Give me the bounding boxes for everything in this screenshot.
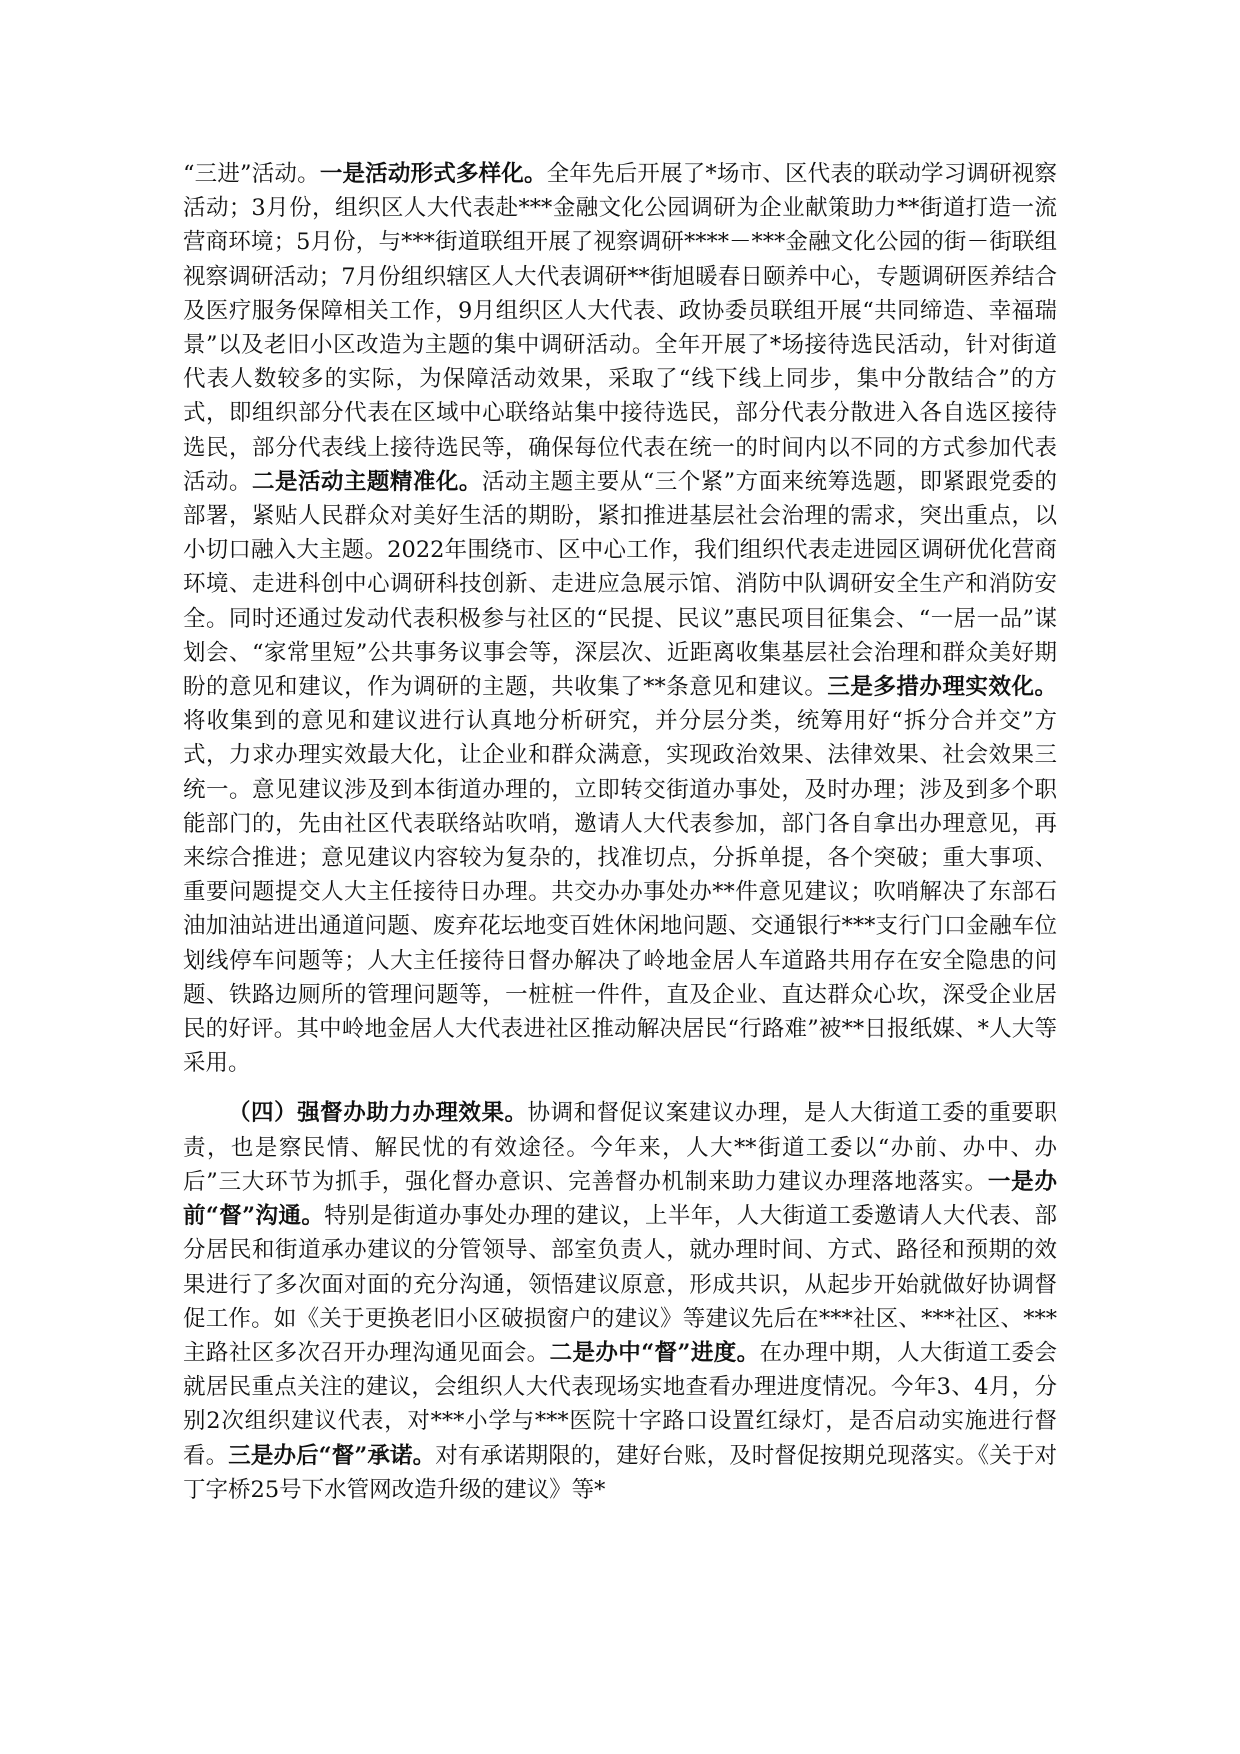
paragraph-text: 将收集到的意见和建议进行认真地分析研究，并分层分类，统筹用好“拆分合并交”方式，力求办理实效最大化，让企业和群众满意，实现政治效果、法律效果、社会效果三统一。意见建议涉及到本街道办理的，立即转交街道办事处，及时办理；涉及到多个职能部门的，先由社区代表联络站吹哨，邀请人大代表参加，部门各自拿出办理意见，再来综合推进；意见建议内容较为复杂的，找准切点，分拆单提，各个突破；重大事项、重要问题提交人大主任接待日办理。共交办办事处办**件意见建议；吹哨解决了东部石油加油站进出通道问题、废弃花坛地变百姓休闲地问题、交通银行***支行门口金融车位划线停车问题等；人大主任接待日督办解决了岭地金居人车道路共用存在安全隐患的问题、铁路边厕所的管理问题等，一桩桩一件件，直及企业、直达群众心坎，深受企业居民的好评。其中岭地金居人大代表进社区推动解决居民“行路难”被**日报纸媒、*人大等采用。 (183, 708, 1057, 1077)
bold-heading-before-handling: 一是办前“督”沟通。 (183, 1168, 1057, 1230)
bold-heading-during-handling: 二是办中“督”进度。 (549, 1339, 760, 1366)
bold-heading-effective-handling: 三是多措办理实效化。 (827, 674, 1057, 701)
document-body (183, 157, 1057, 1507)
section-heading-four: （四）强督办助力办理效果。 (228, 1100, 528, 1127)
bold-heading-precise-themes: 二是活动主题精准化。 (251, 468, 482, 495)
paragraph-supervision (183, 1096, 1057, 1506)
paragraph-text: 特别是街道办事处办理的建议，上半年，人大街道工委邀请人大代表、部分居民和街道承办建议的分管领导、部室负责人，就办理时间、方式、路径和预期的效果进行了多次面对面的充分沟通，领悟建议原意，形成共识，从起步开始就做好协调督促工作。如《关于更换老旧小区破损窗户的建议》等建议先后在***社区、***社区、***主路社区多次召开办理沟通见面会。 (183, 1203, 1057, 1366)
paragraph-activities (183, 157, 1057, 1080)
paragraph-text: 对有承诺期限的，建好台账，及时督促按期兑现落实。《关于对丁字桥25号下水管网改造升级的建议》等* (183, 1442, 1057, 1503)
paragraph-text: 活动主题主要从“三个紧”方面来统筹选题，即紧跟党委的部署，紧贴人民群众对美好生活的期盼，紧扣推进基层社会治理的需求，突出重点，以小切口融入大主题。2022年围绕市、区中心工作，我们组织代表走进园区调研优化营商环境、走进科创中心调研科技创新、走进应急展示馆、消防中队调研安全生产和消防安全。同时还通过发动代表积极参与社区的“民提、民议”惠民项目征集会、“一居一品”谋划会、“家常里短”公共事务议事会等，深层次、近距离收集基层社会治理和群众美好期盼的意见和建议，作为调研的主题，共收集了**条意见和建议。 (183, 468, 1057, 701)
bold-heading-diverse-activities: 一是活动形式多样化。 (319, 161, 547, 187)
paragraph-text: 协调和督促议案建议办理，是人大街道工委的重要职责，也是察民情、解民忧的有效途径。今年来，人大**街道工委以“办前、办中、办后”三大环节为抓手，强化督办意识、完善督办机制来助力建议办理落地落实。 (183, 1100, 1057, 1195)
bold-heading-after-handling: 三是办后“督”承诺。 (228, 1442, 436, 1469)
paragraph-text: 在办理中期，人大街道工委会就居民重点关注的建议，会组织人大代表现场实地查看办理进度情况。今年3、4月，分别2次组织建议代表，对***小学与***医院十字路口设置红绿灯，是否启动实施进行督看。 (183, 1339, 1057, 1469)
paragraph-text: 全年先后开展了*场市、区代表的联动学习调研视察活动；3月份，组织区人大代表赴***金融文化公园调研为企业献策助力**街道打造一流营商环境；5月份，与***街道联组开展了视察调研****－***金融文化公园的街－街联组视察调研活动；7月份组织辖区人大代表调研**街旭暖春日颐养中心，专题调研医养结合及医疗服务保障相关工作，9月组织区人大代表、政协委员联组开展“共同缔造、幸福瑞景”以及老旧小区改造为主题的集中调研活动。全年开展了*场接待选民活动，针对街道代表人数较多的实际，为保障活动效果，采取了“线下线上同步，集中分散结合”的方式，即组织部分代表在区域中心联络站集中接待选民，部分代表分散进入各自选区接待选民，部分代表线上接待选民等，确保每位代表在统一的时间内以不同的方式参加代表活动。 (183, 161, 1057, 495)
paragraph-text: “三进”活动。 (183, 161, 320, 187)
